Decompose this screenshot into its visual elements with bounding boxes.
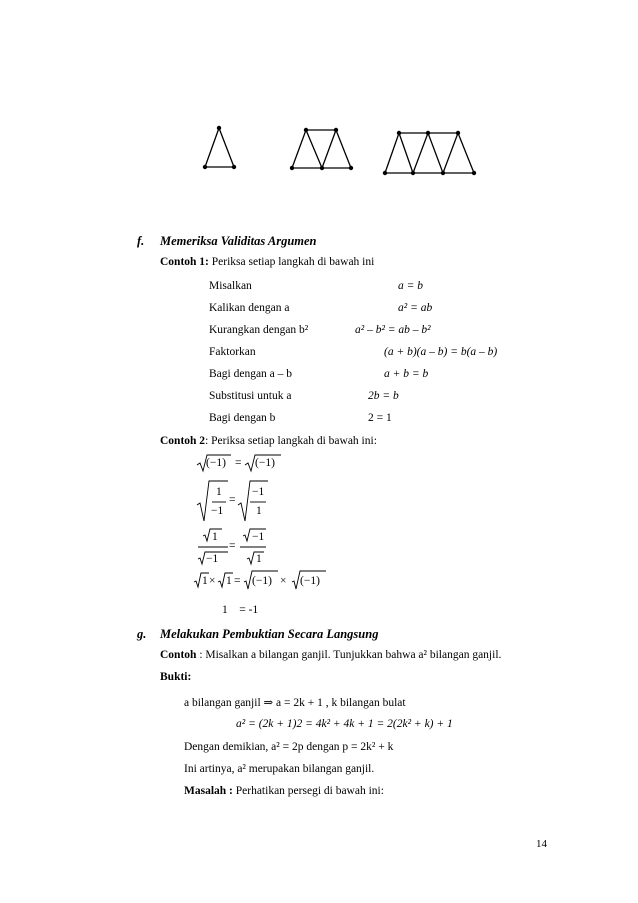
math-l1-right: (−1): [255, 457, 275, 469]
step-2-label: Kalikan dengan a: [209, 302, 290, 314]
problem-text: Perhatikan persegi di bawah ini:: [235, 785, 384, 797]
math-l4-d: (−1): [300, 575, 320, 587]
g-example-label: Contoh: [160, 649, 197, 661]
example1-text: Periksa setiap langkah di bawah ini: [211, 256, 375, 268]
example2-text: : Periksa setiap langkah di bawah ini:: [205, 435, 377, 447]
example2-label: Contoh 2: [160, 435, 206, 447]
step-3-expr: a² – b² = ab – b²: [355, 324, 431, 336]
g-example-text: : Misalkan a bilangan ganjil. Tunjukkan bahwa a² bilangan ganjil.: [199, 649, 502, 661]
step-1-expr: a = b: [398, 280, 424, 292]
page-number: 14: [536, 838, 547, 850]
math-l4-a: 1: [202, 575, 208, 587]
math-l1-left: (−1): [206, 457, 226, 469]
proof-line-2: a² = (2k + 1)2 = 4k² + 4k + 1 = 2(2k² + k) + 1: [236, 718, 453, 730]
step-2-expr: a² = ab: [398, 302, 433, 314]
proof-line-4: Ini artinya, a² merupakan bilangan ganjil.: [184, 763, 375, 775]
math-l2-den-right: 1: [256, 505, 262, 517]
step-4-label: Faktorkan: [209, 346, 256, 358]
math-l2-den-left: −1: [211, 505, 224, 517]
math-l4-b: 1: [226, 575, 232, 587]
math-l1-eq: =: [235, 457, 242, 469]
math-l2-eq: =: [229, 494, 236, 506]
step-5-expr: a + b = b: [384, 368, 429, 380]
proof-line-1: a bilangan ganjil ⇒ a = 2k + 1 , k bilangan bulat: [184, 697, 406, 709]
section-f-title: Memeriksa Validitas Argumen: [160, 234, 317, 248]
step-5-label: Bagi dengan a – b: [209, 368, 293, 380]
step-4-expr: (a + b)(a – b) = b(a – b): [384, 346, 498, 358]
step-7-expr: 2 = 1: [368, 412, 392, 424]
math-l5: 1 = -1: [222, 604, 259, 616]
section-g-letter: g.: [137, 627, 147, 641]
proof-line-3: Dengan demikian, a² = 2p dengan p = 2k² + k: [184, 741, 394, 753]
section-f-letter: f.: [137, 234, 145, 248]
math-l2-num-right: −1: [252, 486, 265, 498]
math-l4-c: (−1): [252, 575, 272, 587]
g-example-line: [160, 649, 501, 661]
math-l2-num-left: 1: [216, 486, 222, 498]
math-l3-num-left: 1: [212, 531, 218, 543]
math-l3-den-left: −1: [206, 553, 219, 565]
step-6-label: Substitusi untuk a: [209, 390, 292, 402]
step-7-label: Bagi dengan b: [209, 412, 276, 424]
math-l4-times2: ×: [280, 575, 287, 587]
problem-line: [184, 785, 384, 797]
math-l4-eq: =: [234, 575, 241, 587]
math-l4-times1: ×: [209, 575, 216, 587]
math-l3-den-right: 1: [256, 553, 262, 565]
proof-label: Bukti:: [160, 671, 192, 683]
math-l3-eq: =: [229, 540, 236, 552]
section-g-title: Melakukan Pembuktian Secara Langsung: [160, 627, 379, 641]
step-3-label: Kurangkan dengan b²: [209, 324, 309, 336]
step-1-label: Misalkan: [209, 280, 252, 292]
step-6-expr: 2b = b: [368, 390, 399, 402]
example1-label: Contoh 1:: [160, 256, 209, 268]
problem-label: Masalah :: [184, 785, 233, 797]
math-l3-num-right: −1: [252, 531, 265, 543]
